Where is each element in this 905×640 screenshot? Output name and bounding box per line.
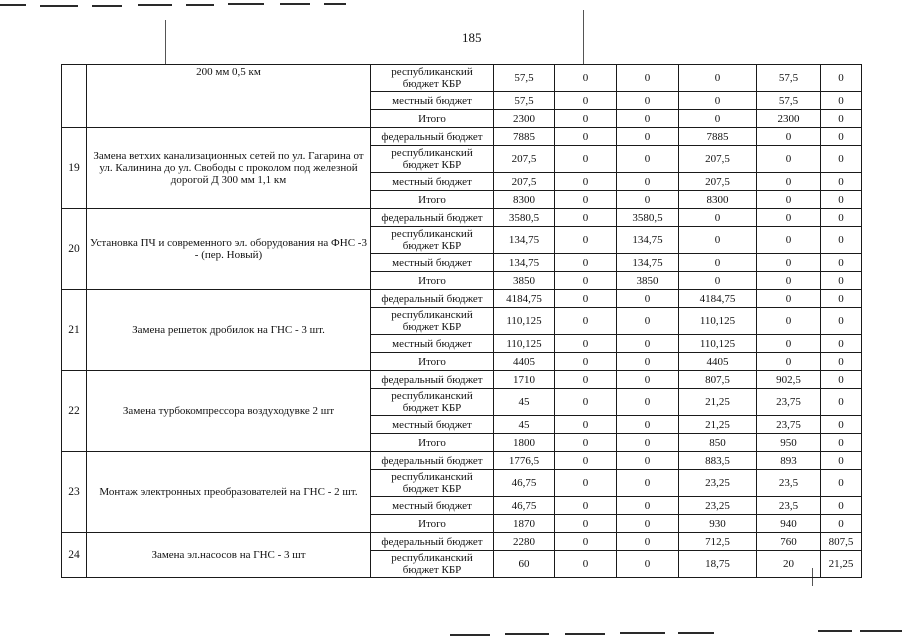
value-col-4: 893 <box>757 452 821 470</box>
value-col-5: 0 <box>821 452 862 470</box>
value-col-2: 0 <box>617 551 679 578</box>
measure-name: Замена ветхих канализационных сетей по ул. Гагарина от ул. Калинина до ул. Свободы с проколом под железной дорогой Д 300 мм 1,1 км <box>87 128 371 209</box>
value-total: 134,75 <box>494 227 555 254</box>
value-col-1: 0 <box>555 209 617 227</box>
value-col-2: 0 <box>617 308 679 335</box>
value-col-1: 0 <box>555 65 617 92</box>
funding-source: Итого <box>371 353 494 371</box>
value-col-5: 0 <box>821 209 862 227</box>
value-col-4: 57,5 <box>757 65 821 92</box>
value-col-3: 930 <box>679 515 757 533</box>
funding-source: местный бюджет <box>371 173 494 191</box>
funding-source: Итого <box>371 434 494 452</box>
value-col-5: 0 <box>821 110 862 128</box>
table-row <box>62 65 862 92</box>
value-total: 4184,75 <box>494 290 555 308</box>
value-total: 46,75 <box>494 497 555 515</box>
measure-name: Монтаж электронных преобразователей на ГНС - 2 шт. <box>87 452 371 533</box>
value-col-3: 207,5 <box>679 146 757 173</box>
value-col-1: 0 <box>555 92 617 110</box>
value-col-4: 760 <box>757 533 821 551</box>
value-total: 2300 <box>494 110 555 128</box>
value-col-3: 0 <box>679 65 757 92</box>
value-col-5: 0 <box>821 470 862 497</box>
value-col-2: 0 <box>617 353 679 371</box>
value-col-4: 23,75 <box>757 416 821 434</box>
funding-source: Итого <box>371 191 494 209</box>
value-col-2: 3850 <box>617 272 679 290</box>
funding-source: республиканский бюджет КБР <box>371 551 494 578</box>
funding-source: Итого <box>371 110 494 128</box>
measure-name: Установка ПЧ и современного эл. оборудования на ФНС -3 - (пер. Новый) <box>87 209 371 290</box>
value-col-3: 23,25 <box>679 470 757 497</box>
measure-name: Замена турбокомпрессора воздуходувке 2 шт <box>87 371 371 452</box>
value-col-4: 940 <box>757 515 821 533</box>
value-col-5: 807,5 <box>821 533 862 551</box>
value-col-5: 0 <box>821 434 862 452</box>
value-total: 3850 <box>494 272 555 290</box>
value-total: 57,5 <box>494 65 555 92</box>
value-col-1: 0 <box>555 110 617 128</box>
value-col-5: 0 <box>821 146 862 173</box>
funding-source: республиканский бюджет КБР <box>371 389 494 416</box>
funding-source: местный бюджет <box>371 416 494 434</box>
value-col-2: 0 <box>617 173 679 191</box>
page-number: 185 <box>462 30 482 45</box>
value-col-4: 0 <box>757 173 821 191</box>
funding-source: республиканский бюджет КБР <box>371 65 494 92</box>
value-total: 60 <box>494 551 555 578</box>
value-col-1: 0 <box>555 290 617 308</box>
funding-source: республиканский бюджет КБР <box>371 470 494 497</box>
value-col-3: 0 <box>679 110 757 128</box>
value-col-1: 0 <box>555 173 617 191</box>
value-col-3: 850 <box>679 434 757 452</box>
value-col-3: 0 <box>679 254 757 272</box>
value-col-3: 883,5 <box>679 452 757 470</box>
value-col-3: 0 <box>679 227 757 254</box>
value-col-1: 0 <box>555 470 617 497</box>
value-col-2: 0 <box>617 497 679 515</box>
value-col-5: 0 <box>821 65 862 92</box>
value-col-2: 0 <box>617 389 679 416</box>
value-col-2: 0 <box>617 371 679 389</box>
funding-source: местный бюджет <box>371 92 494 110</box>
table-row <box>62 128 862 146</box>
value-total: 110,125 <box>494 335 555 353</box>
value-col-4: 0 <box>757 335 821 353</box>
value-col-3: 8300 <box>679 191 757 209</box>
value-col-1: 0 <box>555 371 617 389</box>
row-number: 22 <box>62 371 87 452</box>
value-total: 7885 <box>494 128 555 146</box>
value-col-4: 0 <box>757 290 821 308</box>
value-col-4: 902,5 <box>757 371 821 389</box>
measure-name: Замена решеток дробилок на ГНС - 3 шт. <box>87 290 371 371</box>
funding-source: Итого <box>371 272 494 290</box>
row-number: 23 <box>62 452 87 533</box>
value-col-4: 23,75 <box>757 389 821 416</box>
budget-table <box>61 64 862 578</box>
value-col-5: 0 <box>821 173 862 191</box>
funding-source: федеральный бюджет <box>371 452 494 470</box>
value-col-5: 0 <box>821 335 862 353</box>
value-col-3: 23,25 <box>679 497 757 515</box>
value-col-1: 0 <box>555 254 617 272</box>
value-total: 134,75 <box>494 254 555 272</box>
value-col-5: 0 <box>821 272 862 290</box>
value-col-2: 3580,5 <box>617 209 679 227</box>
funding-source: республиканский бюджет КБР <box>371 308 494 335</box>
value-col-4: 2300 <box>757 110 821 128</box>
value-total: 45 <box>494 416 555 434</box>
funding-source: республиканский бюджет КБР <box>371 146 494 173</box>
value-col-3: 18,75 <box>679 551 757 578</box>
value-col-4: 0 <box>757 254 821 272</box>
value-total: 1710 <box>494 371 555 389</box>
value-col-4: 57,5 <box>757 92 821 110</box>
value-col-5: 0 <box>821 497 862 515</box>
value-total: 57,5 <box>494 92 555 110</box>
value-col-2: 0 <box>617 452 679 470</box>
value-col-5: 0 <box>821 290 862 308</box>
value-total: 46,75 <box>494 470 555 497</box>
value-col-2: 0 <box>617 92 679 110</box>
value-col-2: 0 <box>617 434 679 452</box>
value-col-2: 134,75 <box>617 254 679 272</box>
value-col-3: 207,5 <box>679 173 757 191</box>
value-col-5: 0 <box>821 308 862 335</box>
value-col-3: 21,25 <box>679 389 757 416</box>
funding-source: местный бюджет <box>371 254 494 272</box>
value-col-5: 0 <box>821 353 862 371</box>
value-col-1: 0 <box>555 551 617 578</box>
value-col-5: 0 <box>821 254 862 272</box>
table-row <box>62 371 862 389</box>
value-col-3: 7885 <box>679 128 757 146</box>
value-col-5: 0 <box>821 128 862 146</box>
value-total: 45 <box>494 389 555 416</box>
value-col-1: 0 <box>555 497 617 515</box>
value-total: 4405 <box>494 353 555 371</box>
value-col-2: 134,75 <box>617 227 679 254</box>
value-col-1: 0 <box>555 335 617 353</box>
value-col-2: 0 <box>617 128 679 146</box>
value-total: 2280 <box>494 533 555 551</box>
row-number: 24 <box>62 533 87 578</box>
funding-source: местный бюджет <box>371 497 494 515</box>
table-row <box>62 290 862 308</box>
value-total: 8300 <box>494 191 555 209</box>
table-row <box>62 452 862 470</box>
funding-source: федеральный бюджет <box>371 209 494 227</box>
value-col-4: 20 <box>757 551 821 578</box>
value-col-2: 0 <box>617 416 679 434</box>
value-col-4: 0 <box>757 353 821 371</box>
value-total: 1870 <box>494 515 555 533</box>
row-number: 20 <box>62 209 87 290</box>
value-col-1: 0 <box>555 515 617 533</box>
value-col-4: 0 <box>757 227 821 254</box>
value-col-5: 0 <box>821 191 862 209</box>
value-col-1: 0 <box>555 227 617 254</box>
value-col-1: 0 <box>555 272 617 290</box>
row-number <box>62 65 87 128</box>
value-col-3: 110,125 <box>679 335 757 353</box>
value-col-5: 0 <box>821 92 862 110</box>
value-col-4: 950 <box>757 434 821 452</box>
value-total: 110,125 <box>494 308 555 335</box>
value-col-2: 0 <box>617 470 679 497</box>
value-col-3: 0 <box>679 209 757 227</box>
value-col-4: 0 <box>757 191 821 209</box>
row-number: 19 <box>62 128 87 209</box>
value-total: 1776,5 <box>494 452 555 470</box>
value-col-3: 712,5 <box>679 533 757 551</box>
value-col-2: 0 <box>617 515 679 533</box>
value-col-4: 23,5 <box>757 497 821 515</box>
value-col-2: 0 <box>617 290 679 308</box>
value-col-4: 23,5 <box>757 470 821 497</box>
value-col-4: 0 <box>757 128 821 146</box>
value-col-5: 21,25 <box>821 551 862 578</box>
value-col-3: 4405 <box>679 353 757 371</box>
value-col-4: 0 <box>757 146 821 173</box>
value-col-5: 0 <box>821 389 862 416</box>
value-col-3: 807,5 <box>679 371 757 389</box>
row-number: 21 <box>62 290 87 371</box>
table-row <box>62 209 862 227</box>
value-col-4: 0 <box>757 209 821 227</box>
value-col-3: 0 <box>679 92 757 110</box>
value-col-1: 0 <box>555 308 617 335</box>
measure-name: 200 мм 0,5 км <box>87 65 371 128</box>
value-col-1: 0 <box>555 191 617 209</box>
value-total: 207,5 <box>494 173 555 191</box>
value-col-2: 0 <box>617 65 679 92</box>
value-col-2: 0 <box>617 191 679 209</box>
value-col-2: 0 <box>617 110 679 128</box>
funding-source: федеральный бюджет <box>371 128 494 146</box>
value-col-1: 0 <box>555 416 617 434</box>
value-col-1: 0 <box>555 389 617 416</box>
value-col-2: 0 <box>617 146 679 173</box>
funding-source: Итого <box>371 515 494 533</box>
value-col-4: 0 <box>757 308 821 335</box>
funding-source: федеральный бюджет <box>371 290 494 308</box>
value-col-1: 0 <box>555 353 617 371</box>
value-col-1: 0 <box>555 146 617 173</box>
value-col-1: 0 <box>555 533 617 551</box>
value-col-5: 0 <box>821 416 862 434</box>
value-col-3: 0 <box>679 272 757 290</box>
value-total: 207,5 <box>494 146 555 173</box>
value-total: 1800 <box>494 434 555 452</box>
table-row <box>62 533 862 551</box>
value-col-5: 0 <box>821 371 862 389</box>
value-total: 3580,5 <box>494 209 555 227</box>
value-col-1: 0 <box>555 452 617 470</box>
value-col-1: 0 <box>555 128 617 146</box>
value-col-3: 110,125 <box>679 308 757 335</box>
funding-source: республиканский бюджет КБР <box>371 227 494 254</box>
value-col-5: 0 <box>821 515 862 533</box>
value-col-5: 0 <box>821 227 862 254</box>
value-col-3: 21,25 <box>679 416 757 434</box>
funding-source: местный бюджет <box>371 335 494 353</box>
value-col-2: 0 <box>617 533 679 551</box>
funding-source: федеральный бюджет <box>371 533 494 551</box>
measure-name: Замена эл.насосов на ГНС - 3 шт <box>87 533 371 578</box>
value-col-4: 0 <box>757 272 821 290</box>
value-col-3: 4184,75 <box>679 290 757 308</box>
value-col-2: 0 <box>617 335 679 353</box>
value-col-1: 0 <box>555 434 617 452</box>
funding-source: федеральный бюджет <box>371 371 494 389</box>
